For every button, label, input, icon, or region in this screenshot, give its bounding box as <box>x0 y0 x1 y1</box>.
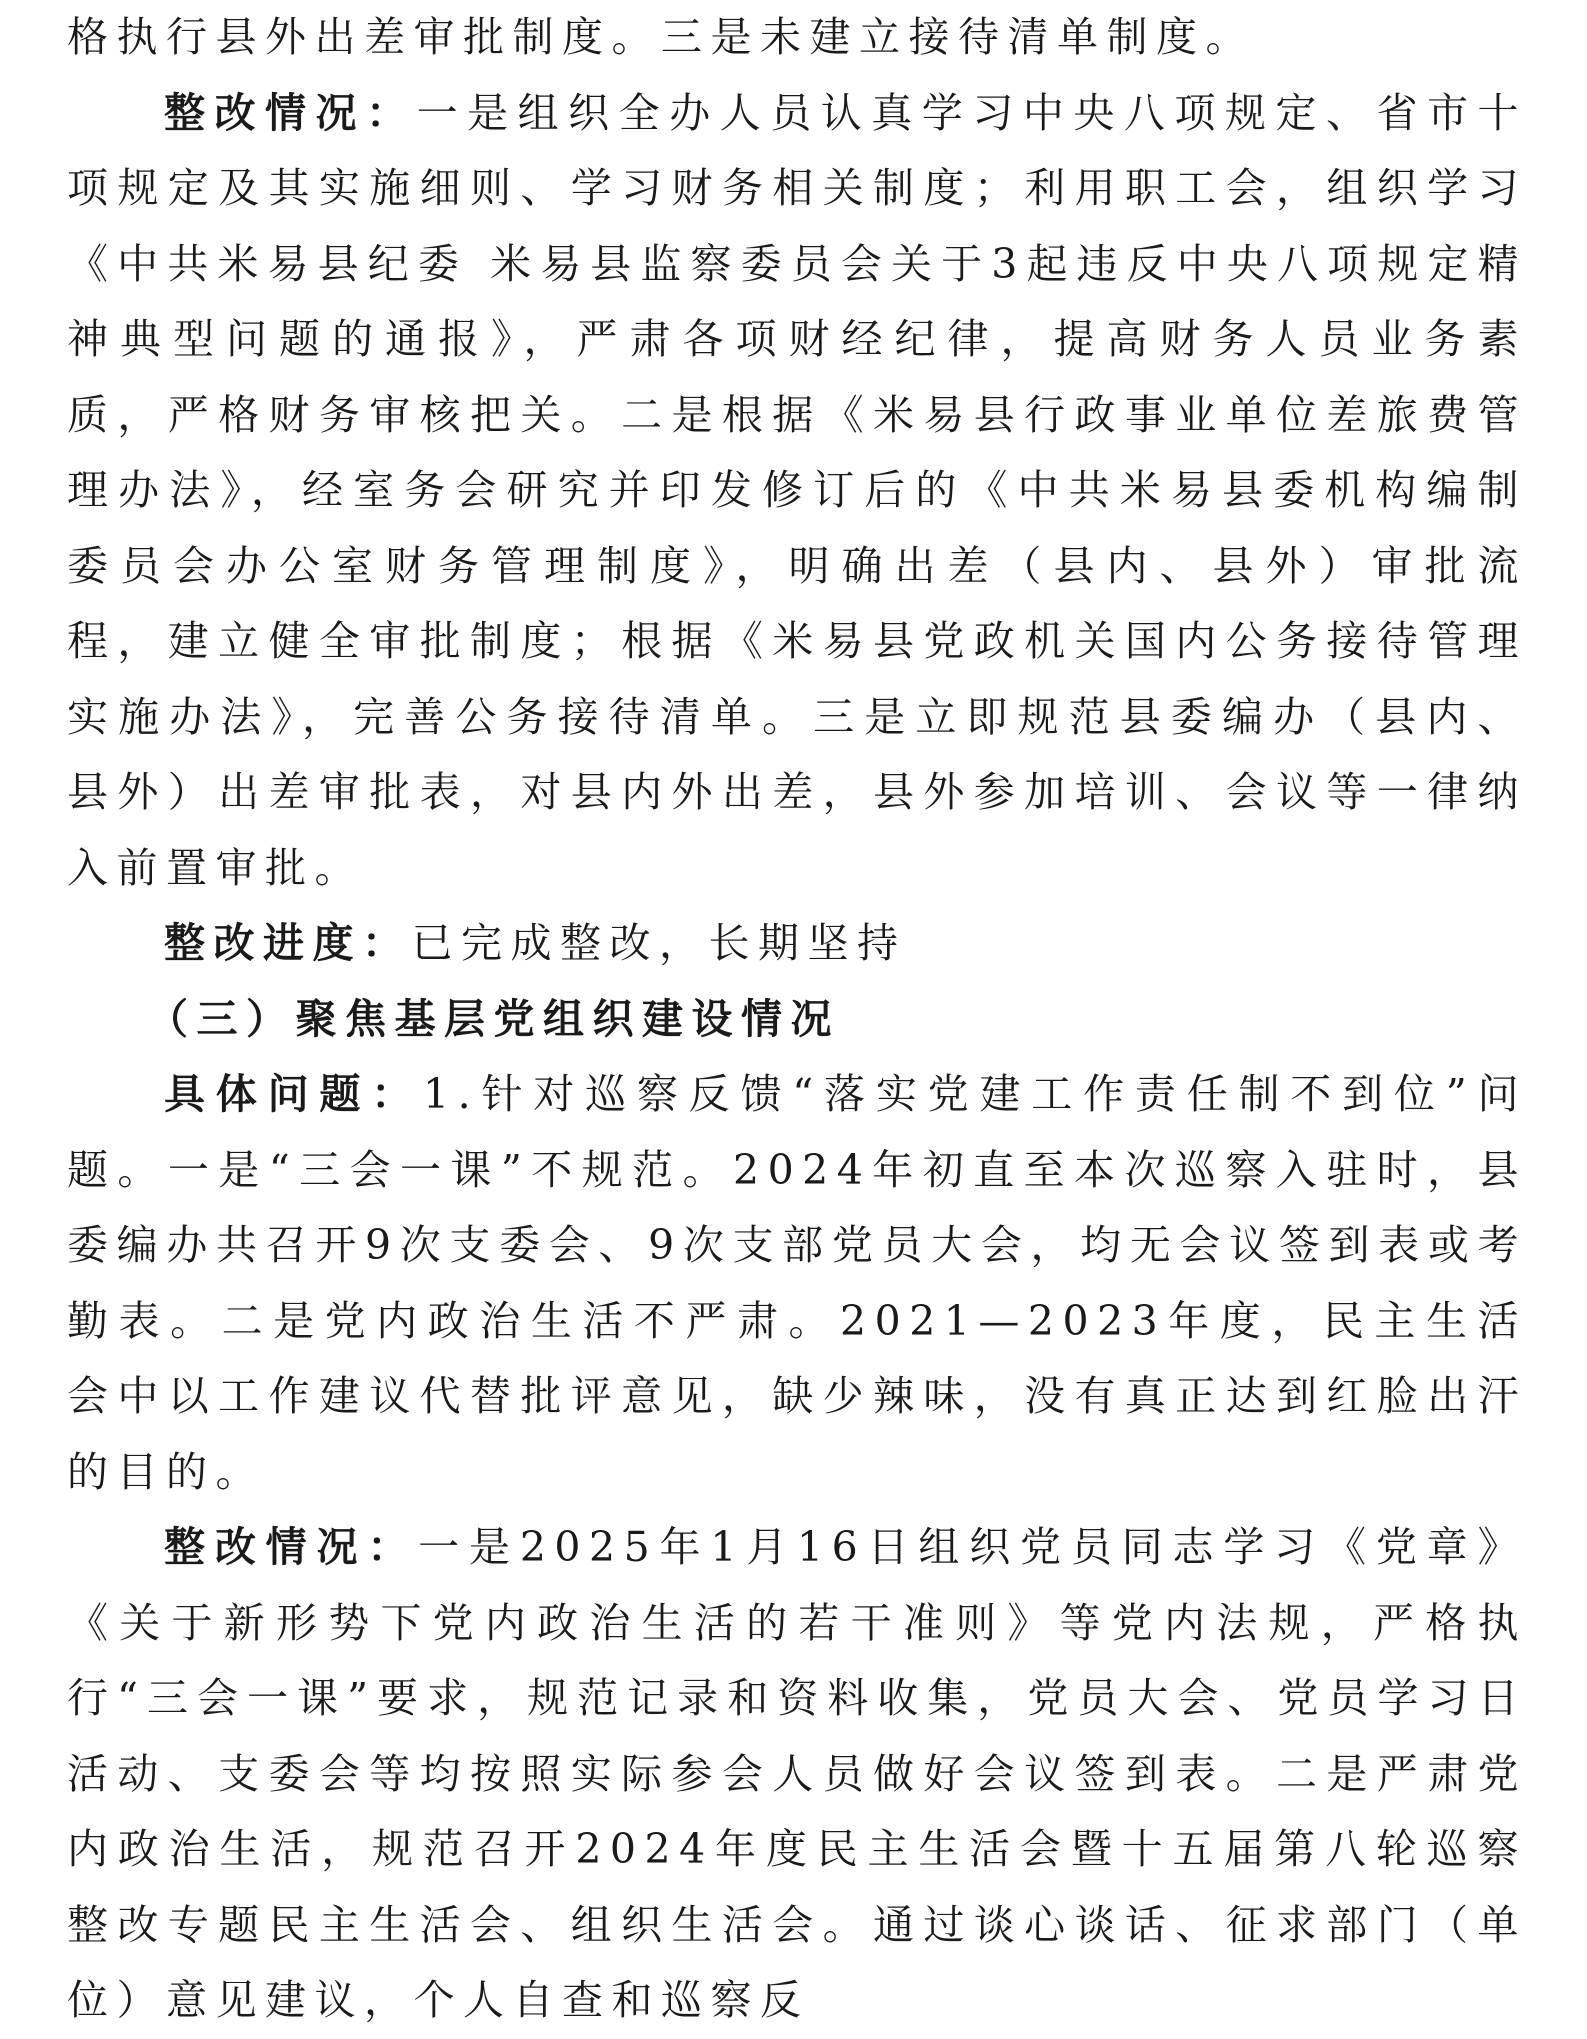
paragraph-rectification-progress <box>67 906 1527 982</box>
label-rectification-status: 整改情况： <box>164 88 417 137</box>
paragraph-continuation: 格执行县外出差审批制度。三是未建立接待清单制度。 <box>67 13 1255 61</box>
text-rectification-status-2: 一是2025年1月16日组织党员同志学习《党章》《关于新形势下党内政治生活的若干准则》等党内法规，严格执行“三会一课”要求，规范记录和资料收集，党员大会、党员学习日活动、支委会等均按照实际参会人员做好会议签到表。二是严肃党内政治生活，规范召开2024年度民主生活会暨十五届第八轮巡察整改专题民主生活会、组织生活会。通过谈心谈话、征求部门（单位）意见建议，个人自查和巡察反 <box>67 1523 1527 2024</box>
label-rectification-progress: 整改进度： <box>164 919 412 967</box>
document-page <box>67 0 1527 2039</box>
text-rectification-progress: 已完成整改，长期坚持 <box>411 919 907 967</box>
section-heading: （三）聚焦基层党组织建设情况 <box>147 994 840 1043</box>
text-rectification-status: 一是组织全办人员认真学习中央八项规定、省市十项规定及其实施细则、学习财务相关制度；利用职工会，组织学习《中共米易县纪委 米易县监察委员会关于3起违反中央八项规定精神典型问题的通报》，严肃各项财经纪律，提高财务人员业务素质，严格财务审核把关。二是根据《米易县行政事业单位差旅费管理办法》，经室务会研究并印发修订后的《中共米易县委机构编制委员会办公室财务管理制度》，明确出差（县内、县外）审批流程，建立健全审批制度；根据《米易县党政机关国内公务接待管理实施办法》，完善公务接待清单。三是立即规范县委编办（县内、县外）出差审批表，对县内外出差，县外参加培训、会议等一律纳入前置审批。 <box>67 88 1528 892</box>
label-rectification-status-2: 整改情况： <box>164 1523 419 1571</box>
paragraph-rectification-status <box>67 76 1527 907</box>
paragraph-rectification-status-2 <box>67 1510 1527 2039</box>
label-specific-problem: 具体问题： <box>164 1070 424 1118</box>
paragraph-specific-problem <box>67 1057 1527 1510</box>
text-specific-problem: 1.针对巡察反馈“落实党建工作责任制不到位”问题。一是“三会一课”不规范。2024年初直至本次巡察入驻时，县委编办共召开9次支委会、9次支部党员大会，均无会议签到表或考勤表。二是党内政治生活不严肃。2021—2023年度，民主生活会中以工作建议代替批评意见，缺少辣味，没有真正达到红脸出汗的目的。 <box>67 1070 1527 1496</box>
